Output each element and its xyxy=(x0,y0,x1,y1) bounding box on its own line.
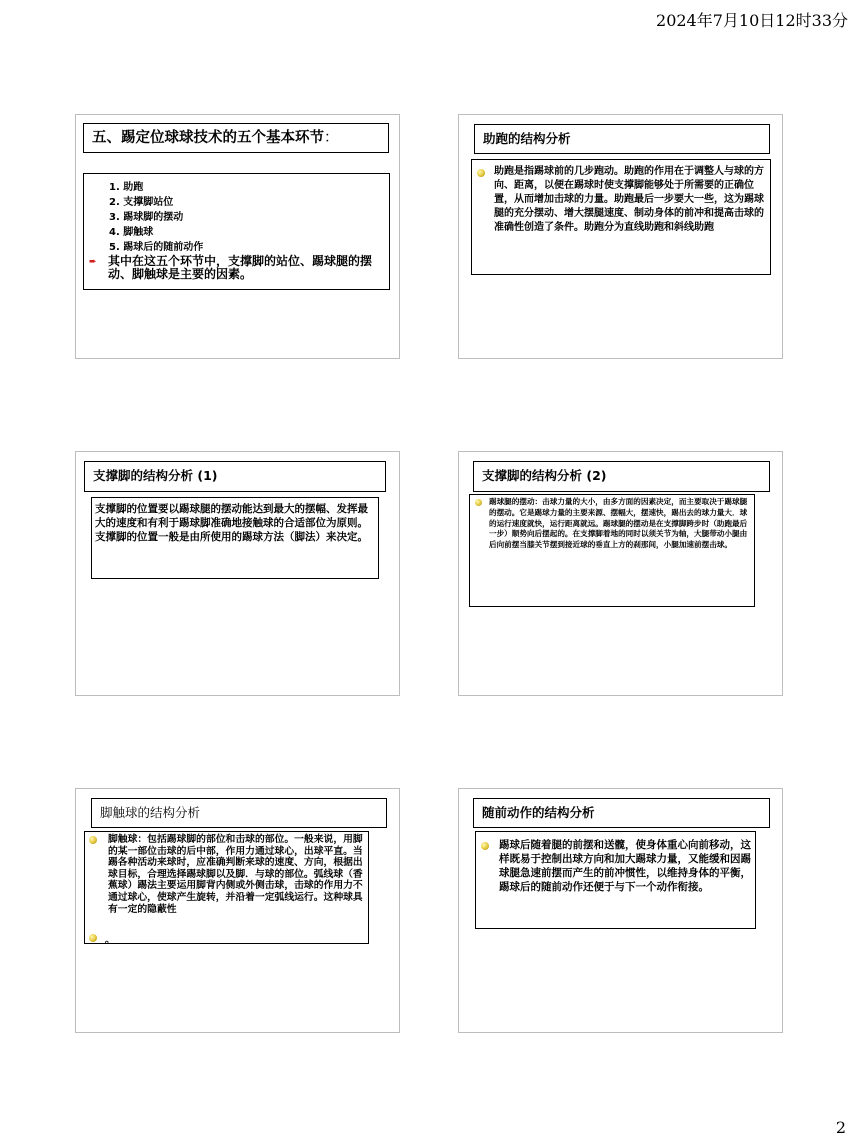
print-timestamp: 2024年7月10日12时33分 xyxy=(656,11,848,30)
list-item: 5. 踢球后的随前动作 xyxy=(109,242,204,253)
slide-title-suffix: ： xyxy=(324,130,339,146)
slide-title xyxy=(83,123,389,153)
bullet-icon xyxy=(89,836,97,844)
slide-body-text: 助跑是指踢球前的几步跑动。助跑的作用在于调整人与球的方向、距离，以便在踢球时使支撑脚能够处于所需要的正确位置，从而增加击球的力量。助跑最后一步要大一些，这为踢球腿的充分摆动、增大摆腿速度、制动身体的前冲和提高击球的准确性创造了条件。助跑分为直线助跑和斜线助跑 xyxy=(494,166,764,233)
slide-content-box xyxy=(91,497,379,579)
slide-content-box xyxy=(84,831,369,944)
list-item: 3. 踢球脚的摆动 xyxy=(109,212,184,223)
slide-title: 支撑脚的结构分析 (2) xyxy=(473,461,770,492)
slide-body-text: 踢球后随着腿的前摆和送髋，使身体重心向前移动，这样既易于控制出球方向和加大踢球力量，又能缓和因踢球腿急速前摆而产生的前冲惯性，以维持身体的平衡，踢球后的随前动作还便于与下一个动作衔接。 xyxy=(499,839,751,893)
slide-thumbnail-3 xyxy=(75,451,400,696)
bullet-icon xyxy=(89,934,97,942)
list-item: 4. 脚触球 xyxy=(109,227,154,238)
bullet-icon xyxy=(475,499,482,506)
slide-thumbnail-2 xyxy=(458,114,783,359)
slide-title: 助跑的结构分析 xyxy=(474,124,770,154)
slide-content-box xyxy=(475,831,756,929)
bullet-icon xyxy=(481,842,489,850)
arrow-bullet-icon: ➨ xyxy=(89,257,97,267)
slide-title: 支撑脚的结构分析 (1) xyxy=(84,461,386,492)
list-item: 2. 支撑脚站位 xyxy=(109,197,174,208)
slide-title-text: 五、踢定位球球技术的五个基本环节 xyxy=(92,130,324,146)
slide-thumbnail-4 xyxy=(458,451,783,696)
slide-body-trailing: 。 xyxy=(105,935,115,946)
slide-thumbnail-1 xyxy=(75,114,400,359)
page-number: 2 xyxy=(835,1118,846,1137)
slide-note: 其中在这五个环节中，支撑脚的站位、踢球腿的摆动、脚触球是主要的因素。 xyxy=(108,254,373,281)
bullet-icon xyxy=(477,169,485,177)
steps-list xyxy=(109,180,203,255)
slide-content-box xyxy=(471,159,771,275)
list-item: 1. 助跑 xyxy=(109,182,144,193)
slide-body-text: 脚触球：包括踢球脚的部位和击球的部位。一般来说，用脚的某一部位击球的后中部，作用力通过球心，出球平直。当踢各种活动来球时，应准确判断来球的速度、方向，根据出球目标，合理选择踢球脚以及脚．与球的部位。弧线球（香蕉球）踢法主要运用脚背内侧或外侧击球，击球的作用力不通过球心，使球产生旋转，并沿着一定弧线运行。这种球具有一定的隐蔽性 xyxy=(108,834,363,915)
slide-thumbnail-6 xyxy=(458,788,783,1033)
slide-content-box xyxy=(83,173,390,290)
slide-content-box xyxy=(469,494,755,607)
slide-title: 随前动作的结构分析 xyxy=(473,798,770,828)
slide-thumbnail-5 xyxy=(75,788,400,1033)
slide-body-text: 支撑脚的位置要以踢球腿的摆动能达到最大的摆幅、发挥最大的速度和有利于踢球脚准确地接触球的合适部位为原则。支撑脚的位置一般是由所使用的踢球方法（脚法）来决定。 xyxy=(95,503,368,543)
slide-body-text: 踢球腿的摆动：击球力量的大小，由多方面的因素决定，而主要取决于踢球腿的摆动。它是踢球力量的主要来源、摆幅大，摆速快，踢出去的球力量大．球的运行速度就快，运行距离就远。踢球腿的摆动是在支撑脚跨步时（助跑最后一步）顺势向后摆起的。在支撑脚着地的同时以须关节为轴，大腿带动小腿由后向前摆当膝关节摆到接近球的垂直上方的刹那间，小腿加速前摆击球。 xyxy=(489,497,748,550)
slide-title: 脚触球的结构分析 xyxy=(91,798,387,828)
